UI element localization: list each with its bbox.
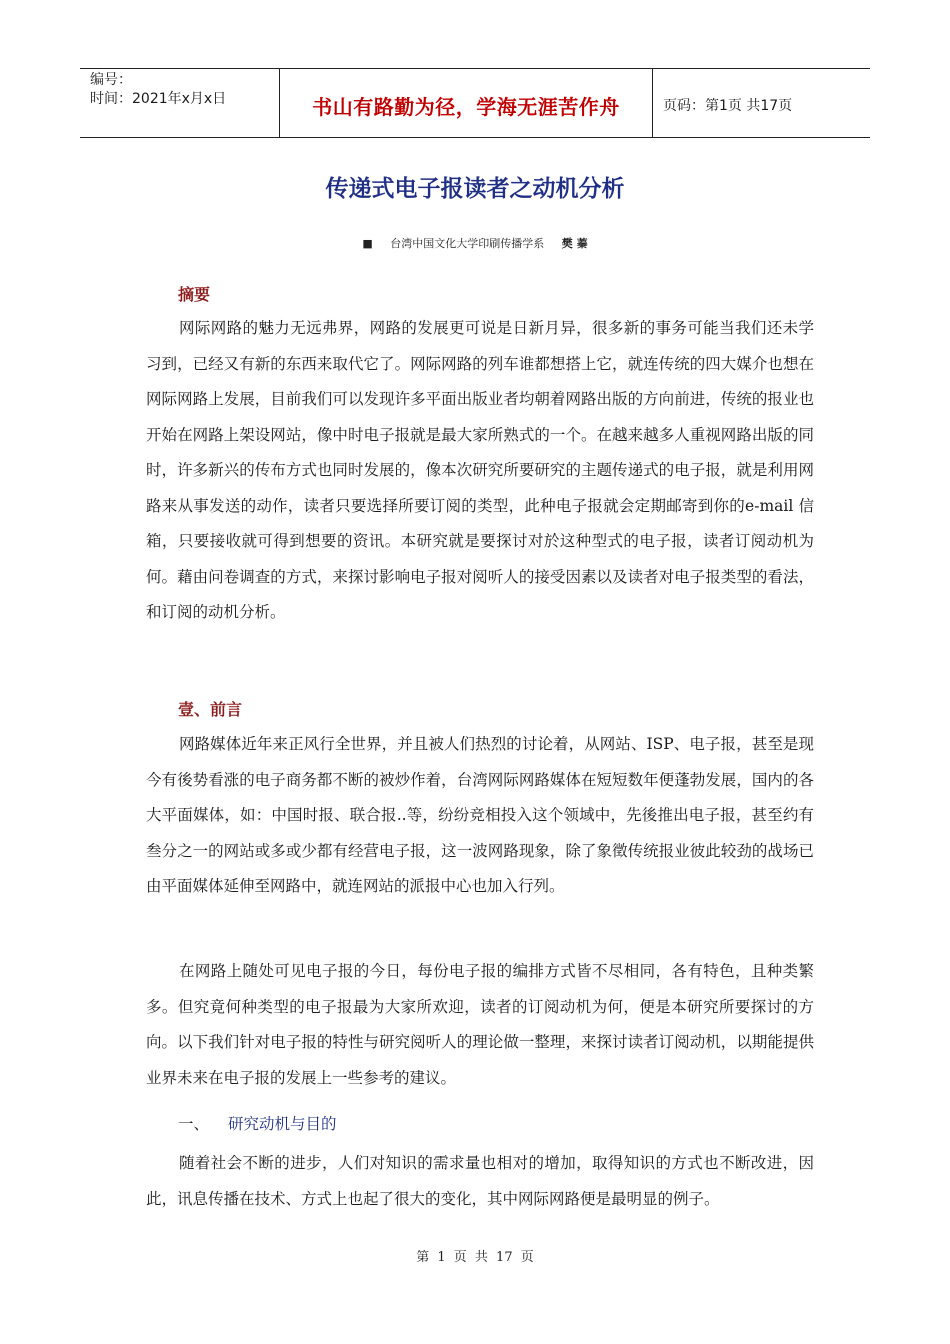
author-bullet: ■ bbox=[362, 237, 373, 250]
abstract-paragraph: 网际网路的魅力无远弗界，网路的发展更可说是日新月异，很多新的事务可能当我们还未学习到，已经又有新的东西来取代它了。网际网路的列车谁都想搭上它，就连传统的四大媒介也想在网际网路上发展，目前我们可以发现许多平面出版业者均朝着网路出版的方向前进，传统的报业也开始在网路上架设网站，像中时电子报就是最大家所熟式的一个。在越来越多人重视网路出版的同时，许多新兴的传布方式也同时发展的，像本次研究所要研究的主题传递式的电子报，就是利用网路来从事发送的动作，读者只要选择所要订阅的类型，此种电子报就会定期邮寄到你的e-mail 信箱，只要接收就可得到想要的资讯。本研究就是要探讨对於这种型式的电子报，读者订阅动机为何。藉由问卷调查的方式，来探讨影响电子报对阅听人的接受因素以及读者对电子报类型的看法，和订阅的动机分析。 bbox=[146, 319, 814, 621]
intro-paragraph-2: 在网路上随处可见电子报的今日，每份电子报的编排方式皆不尽相同，各有特色，且种类繁多。但究竟何种类型的电子报最为大家所欢迎，读者的订阅动机为何，便是本研究所要探讨的方向。以下我们针对电子报的特性与研究阅听人的理论做一整理，来探讨读者订阅动机，以期能提供业界未来在电子报的发展上一些参考的建议。 bbox=[146, 962, 814, 1087]
subsection-title: 研究动机与目的 bbox=[227, 1115, 337, 1133]
number-label: 编号： bbox=[90, 72, 132, 88]
abstract-heading: 摘要 bbox=[178, 285, 211, 304]
page-label: 页码：第1页 共17页 bbox=[663, 98, 793, 114]
page-footer: 第 1 页 共 17 页 bbox=[416, 1250, 534, 1265]
header-table bbox=[80, 68, 870, 138]
section-heading-intro: 壹、前言 bbox=[178, 700, 243, 719]
date-label: 时间：2021年x月x日 bbox=[90, 91, 227, 107]
intro-paragraph-3: 随着社会不断的进步，人们对知识的需求量也相对的增加，取得知识的方式也不断改进，因此，讯息传播在技术、方式上也起了很大的变化，其中网际网路便是最明显的例子。 bbox=[146, 1154, 814, 1208]
subsection-number: 一、 bbox=[178, 1115, 210, 1133]
author-name: 樊 蓁 bbox=[561, 237, 588, 250]
header-info-cell bbox=[80, 69, 280, 137]
document-title: 传递式电子报读者之动机分析 bbox=[325, 176, 625, 202]
author-affiliation: 台湾中国文化大学印刷传播学系 bbox=[390, 237, 545, 250]
motto: 书山有路勤为径，学海无涯苦作舟 bbox=[280, 69, 653, 137]
intro-paragraph-1: 网路媒体近年来正风行全世界，并且被人们热烈的讨论着，从网站、ISP、电子报，甚至是现今有後势看涨的电子商务都不断的被炒作着，台湾网际网路媒体在短短数年便蓬勃发展，国内的各大平面媒体，如：中国时报、联合报..等，纷纷竞相投入这个领域中，先後推出电子报，甚至约有叁分之一的网站或多或少都有经营电子报，这一波网路现象，除了象徵传统报业彼此较劲的战场已由平面媒体延伸至网路中，就连网站的派报中心也加入行列。 bbox=[146, 735, 814, 895]
subsection-heading bbox=[178, 1112, 336, 1134]
author-line bbox=[0, 235, 950, 251]
